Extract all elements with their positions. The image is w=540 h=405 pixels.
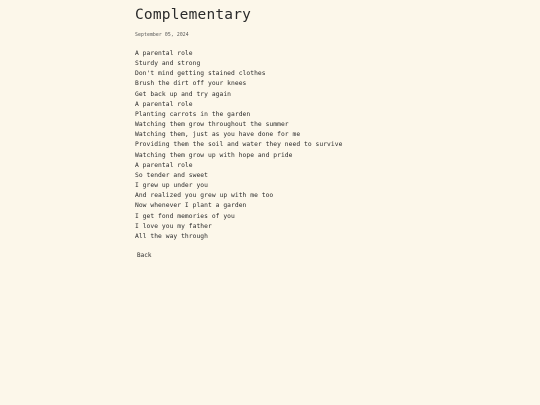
poem-line: So tender and sweet	[135, 171, 208, 179]
poem-line: And realized you grew up with me too	[135, 192, 274, 200]
poem-line: A parental role	[135, 100, 193, 108]
post-container	[135, 6, 435, 261]
poem-line: Watching them, just as you have done for me	[135, 131, 301, 139]
poem-line: Providing them the soil and water they need to survive	[135, 141, 343, 149]
poem-line: I love you my father	[135, 222, 212, 230]
poem-line: Sturdy and strong	[135, 60, 201, 68]
poem-line: A parental role	[135, 161, 193, 169]
poem-line: Get back up and try again	[135, 90, 232, 98]
poem-line: Planting carrots in the garden	[135, 110, 251, 118]
poem-line: I grew up under you	[135, 182, 208, 190]
poem-line: Watching them grow throughout the summer	[135, 121, 289, 129]
poem-body	[135, 49, 435, 242]
post-title: Complementary	[135, 7, 252, 23]
poem-line: Now whenever I plant a garden	[135, 202, 247, 210]
poem-line: Brush the dirt off your knees	[135, 80, 247, 88]
poem-line: A parental role	[135, 50, 193, 57]
post-date: September 05, 2024	[135, 33, 189, 38]
poem-line: Watching them grow up with hope and pride	[135, 151, 293, 159]
back-link[interactable]: Back	[137, 251, 152, 259]
poem-line: All the way through	[135, 232, 208, 240]
poem-line: I get fond memories of you	[135, 212, 235, 220]
poem-line: Don't mind getting stained clothes	[135, 70, 266, 78]
